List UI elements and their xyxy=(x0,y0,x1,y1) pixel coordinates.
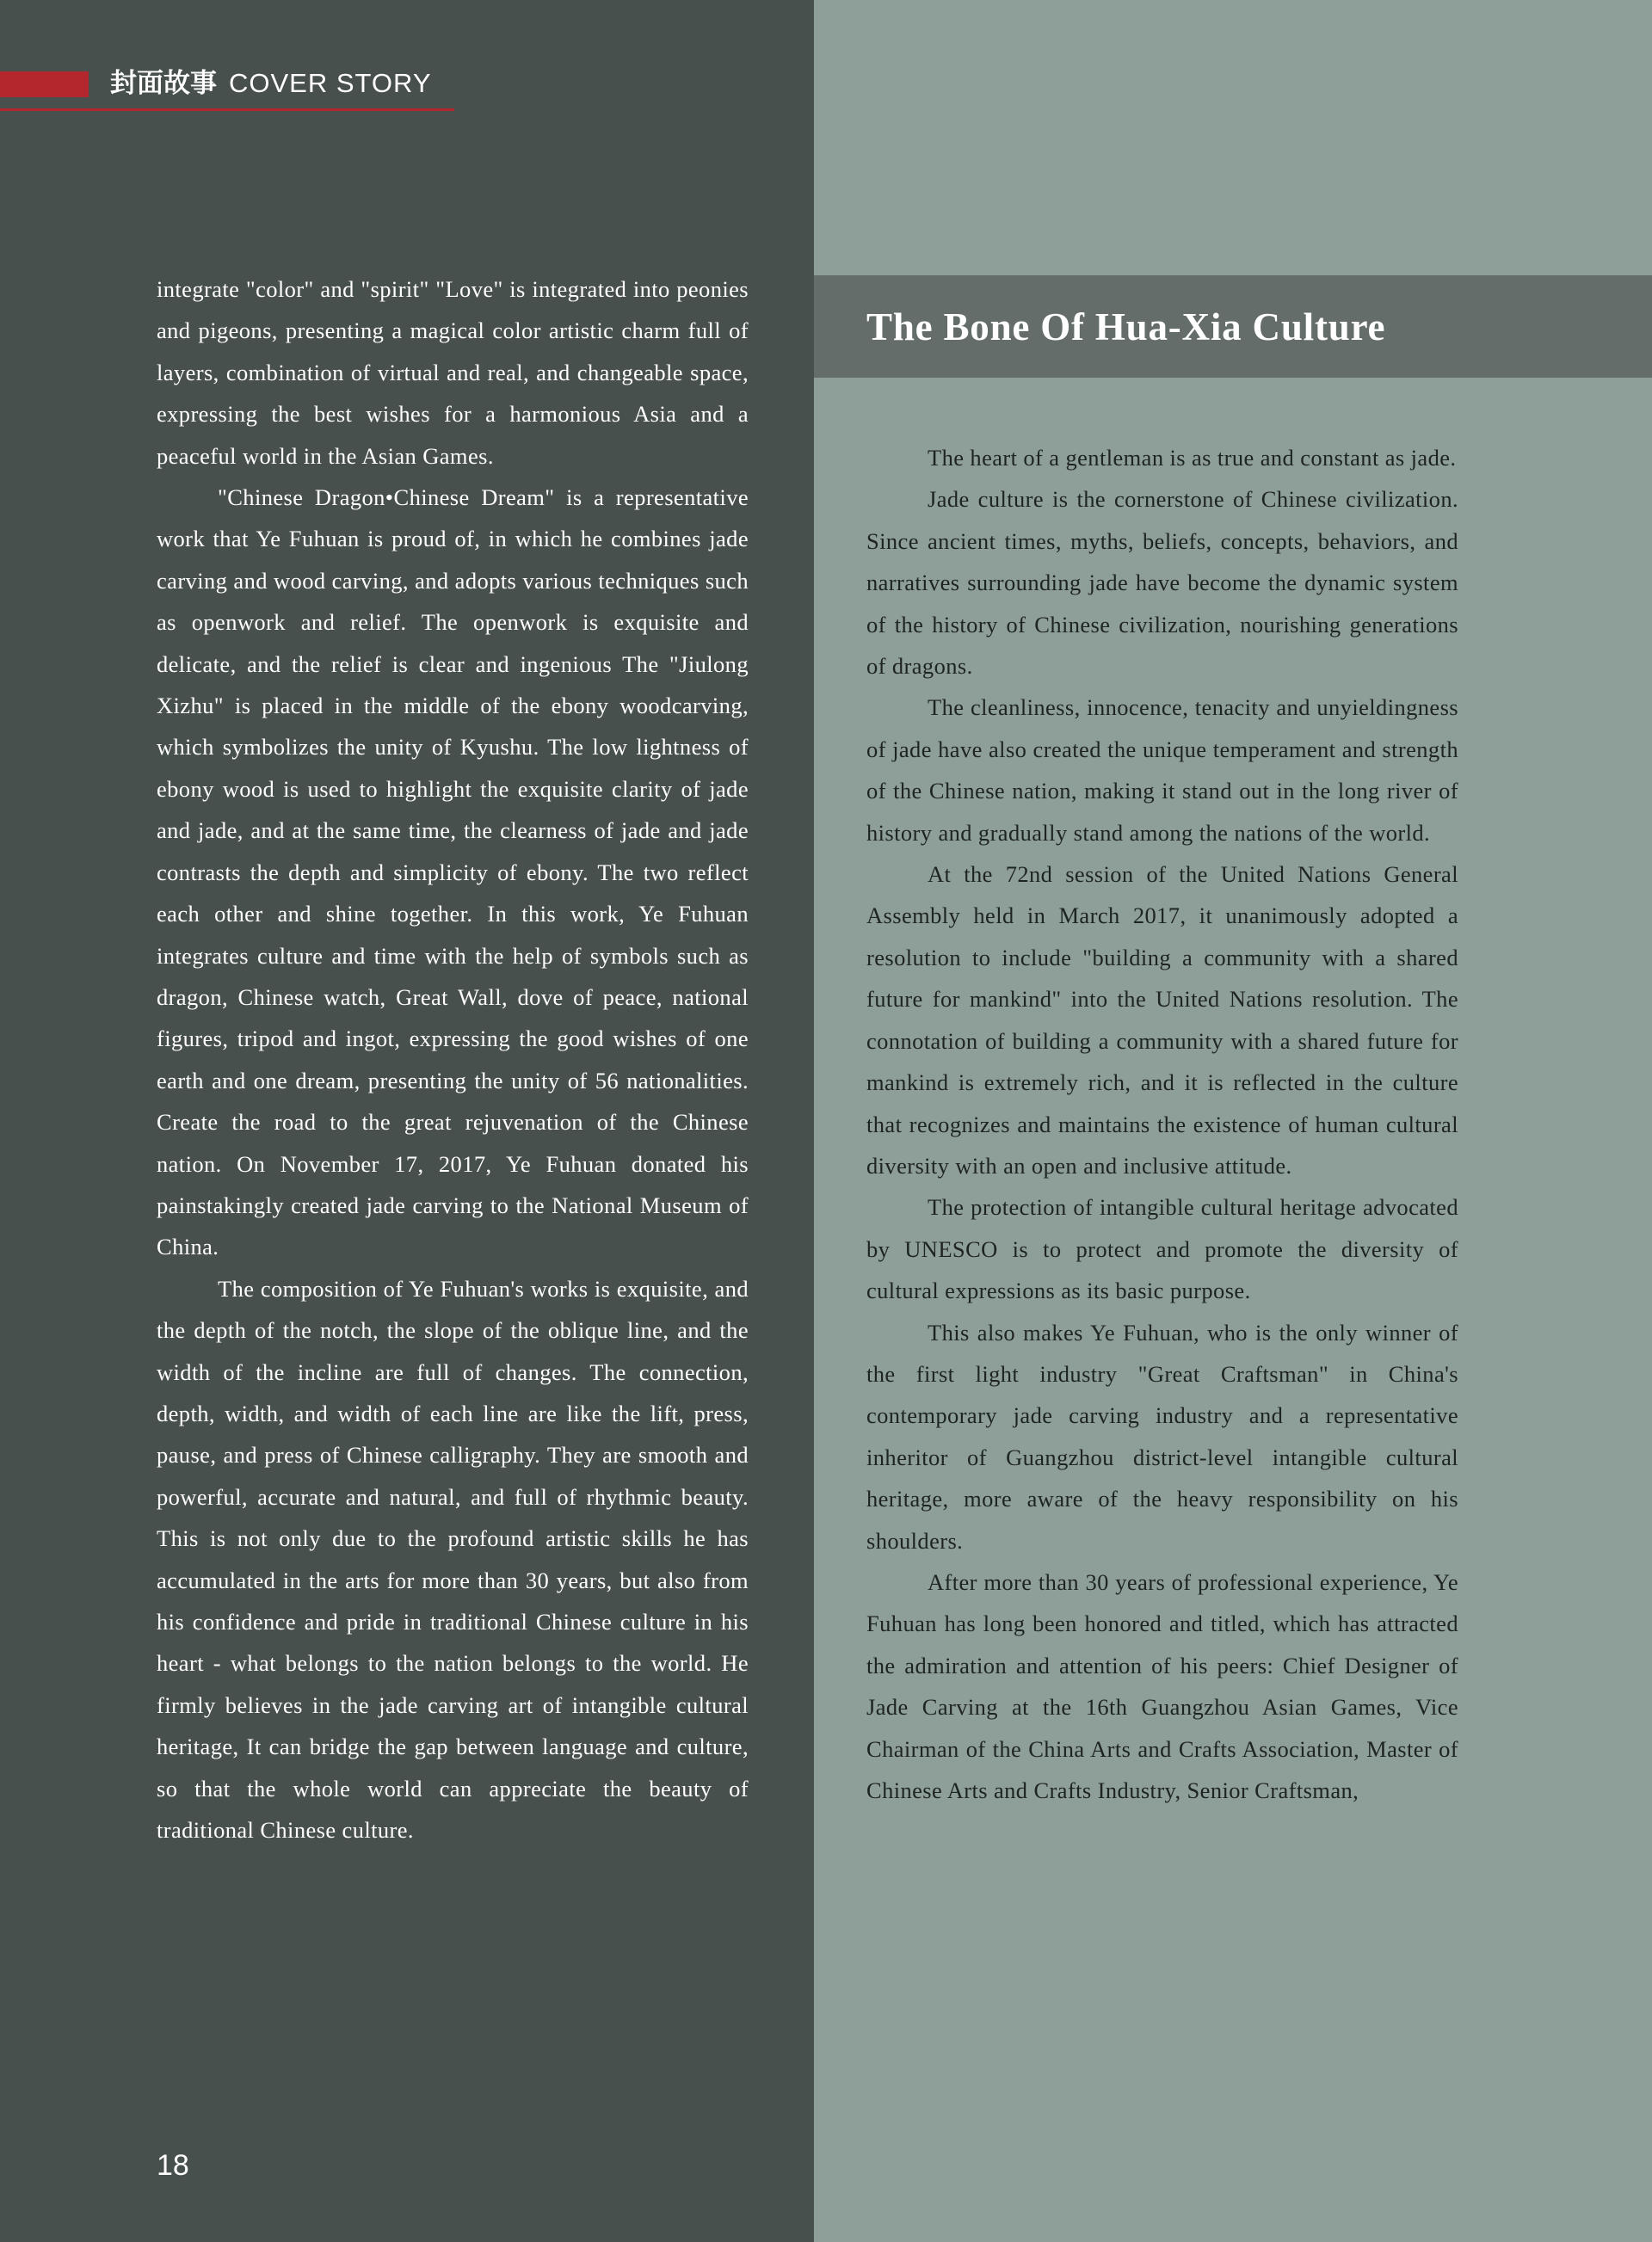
body-paragraph: Jade culture is the cornerstone of Chinese civilization. Since ancient times, myths, beliefs, concepts, behaviors, and narratives surrounding jade have become the dynamic system of the history of Chinese civilization, nourishing generations of dragons. xyxy=(866,486,1458,680)
body-paragraph: The protection of intangible cultural heritage advocated by UNESCO is to protect and promote the diversity of cultural expressions as its basic purpose. xyxy=(866,1194,1458,1304)
section-label-chinese: 封面故事 xyxy=(110,68,217,98)
body-paragraph: This also makes Ye Fuhuan, who is the only winner of the first light industry "Great Craftsman" in China's contemporary jade carving industry and a representative inheritor of Guangzhou district-level intangible cultural heritage, more aware of the heavy responsibility on his shoulders. xyxy=(866,1319,1458,1554)
left-column-body xyxy=(157,268,749,1851)
body-paragraph: The cleanliness, innocence, tenacity and unyieldingness of jade have also created the unique temperament and strength of the Chinese nation, making it stand out in the long river of history and gradually stand among the nations of the world. xyxy=(866,694,1458,846)
section-header xyxy=(110,65,432,102)
section-underline xyxy=(0,108,454,111)
section-label-english: COVER STORY xyxy=(229,68,432,98)
article-title: The Bone Of Hua-Xia Culture xyxy=(866,305,1386,348)
section-marker-bar xyxy=(0,71,89,97)
body-paragraph: The composition of Ye Fuhuan's works is exquisite, and the depth of the notch, the slope of the oblique line, and the width of the incline are full of changes. The connection, depth, width, and width of each line are like the lift, press, pause, and press of Chinese calligraphy. They are smooth and powerful, accurate and natural, and full of rhythmic beauty. This is not only due to the profound artistic skills he has accumulated in the arts for more than 30 years, but also from his confidence and pride in traditional Chinese culture in his heart - what belongs to the nation belongs to the world. He firmly believes in the jade carving art of intangible cultural heritage, It can bridge the gap between language and culture, so that the whole world can appreciate the beauty of traditional Chinese culture. xyxy=(157,1275,749,1844)
body-paragraph: After more than 30 years of professional experience, Ye Fuhuan has long been honored and titled, which has attracted the admiration and attention of his peers: Chief Designer of Jade Carving at the 16th Guangzhou Asian Games, Vice Chairman of the China Arts and Crafts Association, Master of Chinese Arts and Crafts Industry, Senior Craftsman, xyxy=(866,1568,1458,1803)
page-number: 18 xyxy=(157,2149,189,2182)
body-paragraph: integrate "color" and "spirit" "Love" is integrated into peonies and pigeons, presenting a magical color artistic charm full of layers, combination of virtual and real, and changeable space, expressing the best wishes for a harmonious Asia and a peaceful world in the Asian Games. xyxy=(157,276,749,469)
body-paragraph: At the 72nd session of the United Nations General Assembly held in March 2017, it unanimously adopted a resolution to include "building a community with a shared future for mankind" into the United Nations resolution. The connotation of building a community with a shared future for mankind is extremely rich, and it is reflected in the culture that recognizes and maintains the existence of human cultural diversity with an open and inclusive attitude. xyxy=(866,861,1458,1179)
body-paragraph: The heart of a gentleman is as true and constant as jade. xyxy=(928,445,1457,471)
body-paragraph: "Chinese Dragon•Chinese Dream" is a representative work that Ye Fuhuan is proud of, in which he combines jade carving and wood carving, and adopts various techniques such as openwork and relief. The openwork is exquisite and delicate, and the relief is clear and ingenious The "Jiulong Xizhu" is placed in the middle of the ebony woodcarving, which symbolizes the unity of Kyushu. The low lightness of ebony wood is used to highlight the exquisite clarity of jade and jade, and at the same time, the clearness of jade and jade contrasts the depth and simplicity of ebony. The two reflect each other and shine together. In this work, Ye Fuhuan integrates culture and time with the help of symbols such as dragon, Chinese watch, Great Wall, dove of peace, national figures, tripod and ingot, expressing the good wishes of one earth and one dream, presenting the unity of 56 nationalities. Create the road to the great rejuvenation of the Chinese nation. On November 17, 2017, Ye Fuhuan donated his painstakingly created jade carving to the National Museum of China. xyxy=(157,484,749,1260)
right-column-body xyxy=(866,437,1458,1811)
